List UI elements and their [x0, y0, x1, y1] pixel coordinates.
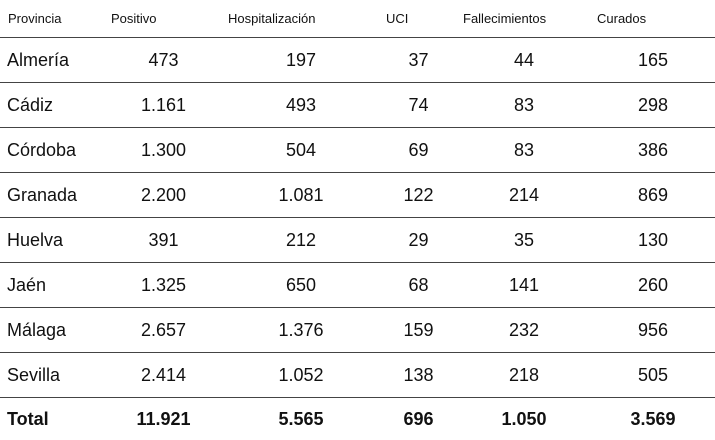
- table-header-row: [0, 0, 715, 38]
- province-cell: Málaga: [0, 308, 105, 353]
- province-cell: Huelva: [0, 218, 105, 263]
- province-cell: Granada: [0, 173, 105, 218]
- table-row: [0, 218, 715, 263]
- value-cell: 218: [457, 353, 591, 398]
- value-cell: 83: [457, 83, 591, 128]
- value-cell: 212: [222, 218, 380, 263]
- value-cell: 1.376: [222, 308, 380, 353]
- value-cell: 141: [457, 263, 591, 308]
- table-row: [0, 38, 715, 83]
- value-cell: 493: [222, 83, 380, 128]
- value-cell: 386: [591, 128, 715, 173]
- value-cell: 650: [222, 263, 380, 308]
- value-cell: 3.569: [591, 398, 715, 440]
- value-cell: 1.050: [457, 398, 591, 440]
- total-row: [0, 398, 715, 440]
- value-cell: 5.565: [222, 398, 380, 440]
- header-fallecimientos: Fallecimientos: [457, 0, 591, 38]
- value-cell: 298: [591, 83, 715, 128]
- table-row: [0, 353, 715, 398]
- header-uci: UCI: [380, 0, 457, 38]
- value-cell: 232: [457, 308, 591, 353]
- table-row: [0, 128, 715, 173]
- value-cell: 138: [380, 353, 457, 398]
- header-positivo: Positivo: [105, 0, 222, 38]
- value-cell: 260: [591, 263, 715, 308]
- value-cell: 214: [457, 173, 591, 218]
- value-cell: 68: [380, 263, 457, 308]
- value-cell: 505: [591, 353, 715, 398]
- value-cell: 69: [380, 128, 457, 173]
- value-cell: 83: [457, 128, 591, 173]
- value-cell: 130: [591, 218, 715, 263]
- table-row: [0, 83, 715, 128]
- value-cell: 37: [380, 38, 457, 83]
- province-cell: Sevilla: [0, 353, 105, 398]
- value-cell: 165: [591, 38, 715, 83]
- header-provincia: Provincia: [0, 0, 105, 38]
- table-row: [0, 308, 715, 353]
- value-cell: 1.052: [222, 353, 380, 398]
- value-cell: 197: [222, 38, 380, 83]
- value-cell: 74: [380, 83, 457, 128]
- value-cell: 122: [380, 173, 457, 218]
- value-cell: 29: [380, 218, 457, 263]
- province-cell: Total: [0, 398, 105, 440]
- value-cell: 473: [105, 38, 222, 83]
- header-curados: Curados: [591, 0, 715, 38]
- value-cell: 391: [105, 218, 222, 263]
- table-row: [0, 263, 715, 308]
- province-cell: Cádiz: [0, 83, 105, 128]
- value-cell: 869: [591, 173, 715, 218]
- value-cell: 44: [457, 38, 591, 83]
- value-cell: 2.414: [105, 353, 222, 398]
- value-cell: 2.200: [105, 173, 222, 218]
- value-cell: 2.657: [105, 308, 222, 353]
- value-cell: 35: [457, 218, 591, 263]
- province-cell: Jaén: [0, 263, 105, 308]
- table-row: [0, 173, 715, 218]
- value-cell: 504: [222, 128, 380, 173]
- value-cell: 159: [380, 308, 457, 353]
- value-cell: 1.325: [105, 263, 222, 308]
- value-cell: 1.300: [105, 128, 222, 173]
- province-cell: Córdoba: [0, 128, 105, 173]
- value-cell: 956: [591, 308, 715, 353]
- value-cell: 1.081: [222, 173, 380, 218]
- province-cell: Almería: [0, 38, 105, 83]
- header-hospitalizacion: Hospitalización: [222, 0, 380, 38]
- value-cell: 1.161: [105, 83, 222, 128]
- value-cell: 696: [380, 398, 457, 440]
- value-cell: 11.921: [105, 398, 222, 440]
